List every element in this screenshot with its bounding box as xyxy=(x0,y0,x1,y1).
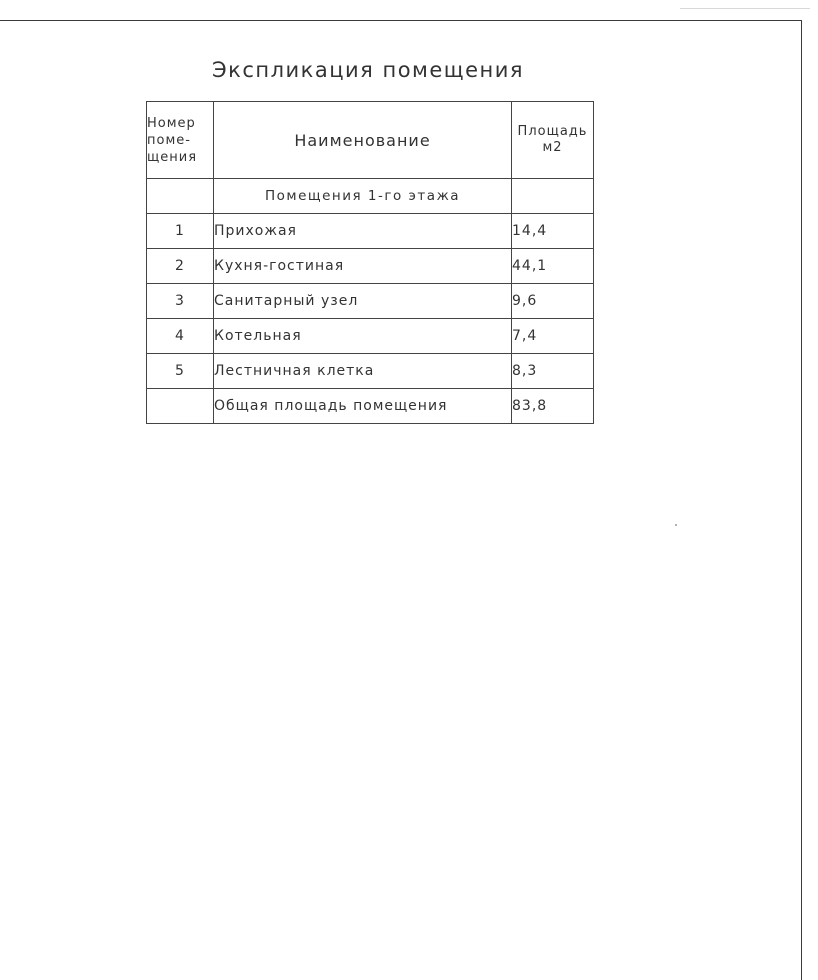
room-number: 5 xyxy=(147,354,214,389)
header-room-area xyxy=(512,102,594,179)
total-label: Общая площадь помещения xyxy=(214,389,512,424)
scan-speck xyxy=(675,524,677,526)
section-row xyxy=(147,179,594,214)
room-area: 14,4 xyxy=(512,214,594,249)
room-name: Котельная xyxy=(214,319,512,354)
table-header-row xyxy=(147,102,594,179)
table-row xyxy=(147,214,594,249)
room-name: Санитарный узел xyxy=(214,284,512,319)
header-room-number xyxy=(147,102,214,179)
room-area: 7,4 xyxy=(512,319,594,354)
room-area: 44,1 xyxy=(512,249,594,284)
room-number: 2 xyxy=(147,249,214,284)
room-number: 3 xyxy=(147,284,214,319)
room-area: 8,3 xyxy=(512,354,594,389)
room-name: Лестничная клетка xyxy=(214,354,512,389)
table-row xyxy=(147,319,594,354)
header-number-line-3: щения xyxy=(147,149,198,165)
document-title: Экспликация помещения xyxy=(211,58,525,82)
total-row xyxy=(147,389,594,424)
header-number-line-2: поме- xyxy=(147,132,191,148)
table-row xyxy=(147,354,594,389)
section-label: Помещения 1-го этажа xyxy=(214,179,512,214)
section-number-cell xyxy=(147,179,214,214)
scan-edge-line xyxy=(680,8,810,9)
total-area: 83,8 xyxy=(512,389,594,424)
room-number: 4 xyxy=(147,319,214,354)
room-explication-table xyxy=(146,101,594,424)
table-row xyxy=(147,284,594,319)
header-area-line-1: Площадь xyxy=(517,124,588,139)
room-area: 9,6 xyxy=(512,284,594,319)
section-area-cell xyxy=(512,179,594,214)
room-number: 1 xyxy=(147,214,214,249)
header-number-line-1: Номер xyxy=(147,115,196,131)
header-area-line-2: м2 xyxy=(542,140,563,155)
room-name: Кухня-гостиная xyxy=(214,249,512,284)
header-room-name: Наименование xyxy=(214,102,512,179)
table-row xyxy=(147,249,594,284)
total-number-cell xyxy=(147,389,214,424)
room-name: Прихожая xyxy=(214,214,512,249)
